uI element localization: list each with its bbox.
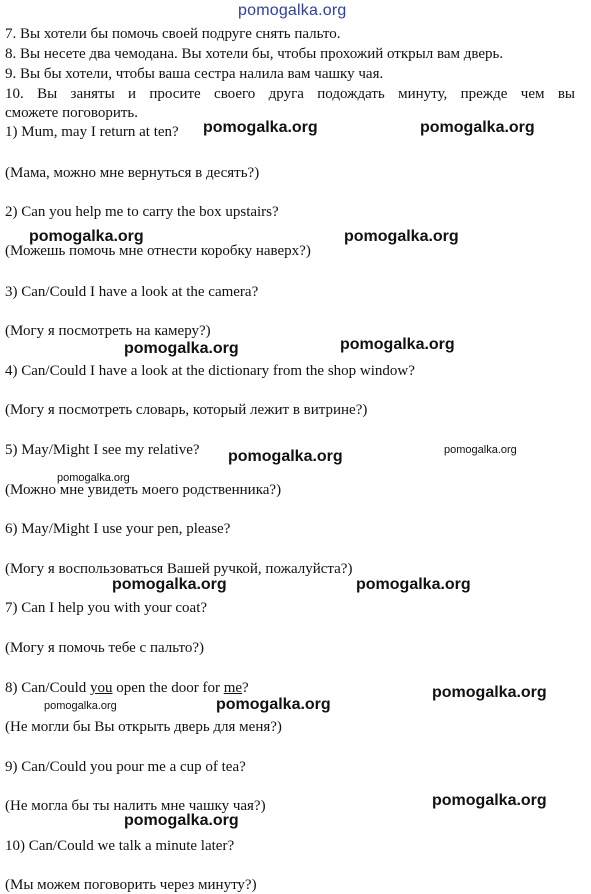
answer-2-ru: (Можешь помочь мне отнести коробку наверх?)	[5, 243, 311, 259]
answer-6-ru: (Могу я воспользоваться Вашей ручкой, пожалуйста?)	[5, 561, 353, 577]
watermark: pomogalka.org	[432, 792, 547, 809]
watermark: pomogalka.org	[216, 696, 331, 713]
answer-6-en: 6) May/Might I use your pen, please?	[5, 521, 231, 537]
answer-7-ru: (Могу я помочь тебе с пальто?)	[5, 640, 205, 656]
watermark: pomogalka.org	[57, 472, 130, 484]
answer-8-ru: (Не могли бы Вы открыть дверь для меня?)	[5, 719, 282, 735]
answer-9-ru: (Не могла бы ты налить мне чашку чая?)	[5, 798, 266, 814]
watermark: pomogalka.org	[112, 576, 227, 593]
watermark: pomogalka.org	[203, 119, 318, 136]
answer-3-ru: (Могу я посмотреть на камеру?)	[5, 323, 211, 339]
watermark: pomogalka.org	[356, 576, 471, 593]
answer-3-en: 3) Can/Could I have a look at the camera?	[5, 284, 259, 300]
answer-10-ru: (Мы можем поговорить через минуту?)	[5, 877, 257, 893]
answer-10-en: 10) Can/Could we talk a minute later?	[5, 838, 235, 854]
watermark: pomogalka.org	[228, 448, 343, 465]
header-watermark: pomogalka.org	[238, 2, 347, 19]
answer-1-en: 1) Mum, may I return at ten?	[5, 124, 179, 140]
answer-5-ru: (Можно мне увидеть моего родственника?)	[5, 482, 282, 498]
answer-4-en: 4) Can/Could I have a look at the dictionary from the shop window?	[5, 363, 415, 379]
answer-2-en: 2) Can you help me to carry the box upstairs?	[5, 204, 279, 220]
answer-4-ru: (Могу я посмотреть словарь, который лежит в витрине?)	[5, 402, 368, 418]
task-9: 9. Вы бы хотели, чтобы ваша сестра налила вам чашку чая.	[5, 66, 384, 82]
watermark: pomogalka.org	[344, 228, 459, 245]
watermark: pomogalka.org	[44, 700, 117, 712]
watermark: pomogalka.org	[420, 119, 535, 136]
answer-8-en-me: me	[223, 680, 243, 696]
watermark: pomogalka.org	[340, 336, 455, 353]
watermark: pomogalka.org	[29, 228, 144, 245]
answer-8-en-part1: 8) Can/Could	[5, 680, 90, 696]
answer-7-en: 7) Can I help you with your coat?	[5, 600, 208, 616]
watermark: pomogalka.org	[444, 444, 517, 456]
task-10-line2: сможете поговорить.	[5, 105, 139, 121]
answer-8-en-part2: open the door for	[112, 680, 224, 696]
watermark: pomogalka.org	[124, 340, 239, 357]
answer-1-ru: (Мама, можно мне вернуться в десять?)	[5, 165, 260, 181]
answer-5-en: 5) May/Might I see my relative?	[5, 442, 200, 458]
task-10-line1: 10. Вы заняты и просите своего друга подождать минуту, прежде чем вы	[5, 86, 575, 102]
answer-8-en	[5, 680, 249, 697]
answer-8-en-you: you	[90, 680, 113, 696]
task-7: 7. Вы хотели бы помочь своей подруге снять пальто.	[5, 26, 341, 42]
watermark: pomogalka.org	[124, 812, 239, 829]
answer-9-en: 9) Can/Could you pour me a cup of tea?	[5, 759, 246, 775]
answer-8-en-part3: ?	[242, 680, 249, 696]
watermark: pomogalka.org	[432, 684, 547, 701]
task-8: 8. Вы несете два чемодана. Вы хотели бы, чтобы прохожий открыл вам дверь.	[5, 46, 504, 62]
